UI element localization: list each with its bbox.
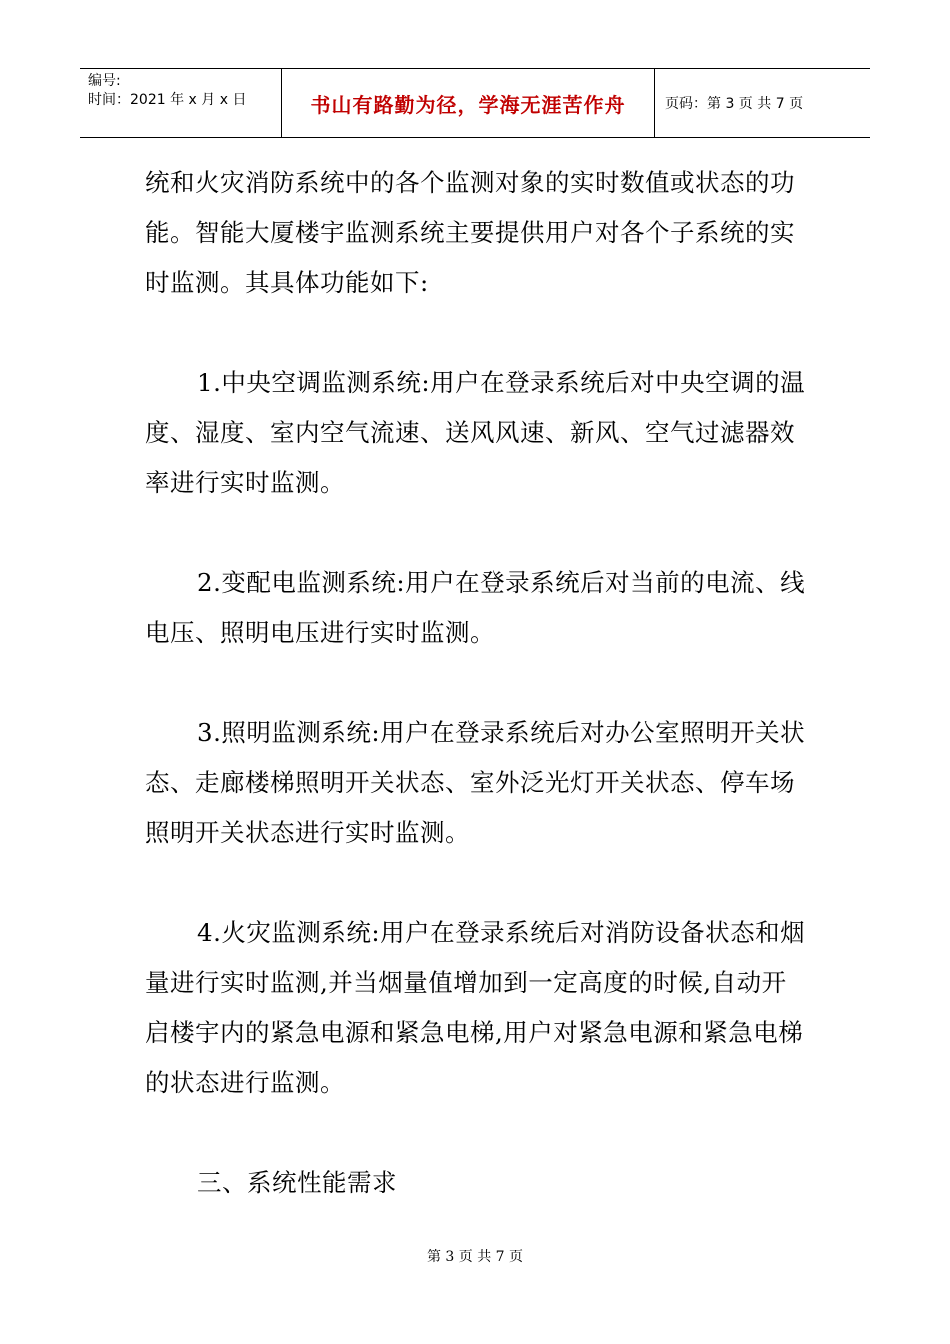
item-paragraph-2: 2.变配电监测系统:用户在登录系统后对当前的电流、线电压、照明电压进行实时监测。 (145, 568, 806, 647)
document-body (145, 158, 810, 1208)
header-motto: 书山有路勤为径，学海无涯苦作舟 (282, 69, 655, 137)
document-number-label: 编号: (88, 73, 121, 89)
intro-paragraph: 统和火灾消防系统中的各个监测对象的实时数值或状态的功能。智能大厦楼宇监测系统主要提供用户对各个子系统的实时监测。其具体功能如下: (145, 168, 795, 297)
header-page-number: 页码：第 3 页 共 7 页 (665, 96, 804, 112)
item-paragraph-1: 1.中央空调监测系统:用户在登录系统后对中央空调的温度、湿度、室内空气流速、送风风速、新风、空气过滤器效率进行实时监测。 (145, 368, 806, 497)
item-paragraph-3: 3.照明监测系统:用户在登录系统后对办公室照明开关状态、走廊楼梯照明开关状态、室外泛光灯开关状态、停车场照明开关状态进行实时监测。 (145, 718, 806, 847)
header-meta (80, 69, 282, 137)
document-date-label: 时间：2021 年 x 月 x 日 (88, 92, 247, 108)
page-footer: 第 3 页 共 7 页 (426, 1249, 524, 1265)
section-heading: 三、系统性能需求 (197, 1168, 397, 1197)
item-paragraph-4: 4.火灾监测系统:用户在登录系统后对消防设备状态和烟量进行实时监测,并当烟量值增加到一定高度的时候,自动开启楼宇内的紧急电源和紧急电梯,用户对紧急电源和紧急电梯的状态进行监测。 (145, 918, 806, 1097)
page-header (80, 68, 870, 138)
